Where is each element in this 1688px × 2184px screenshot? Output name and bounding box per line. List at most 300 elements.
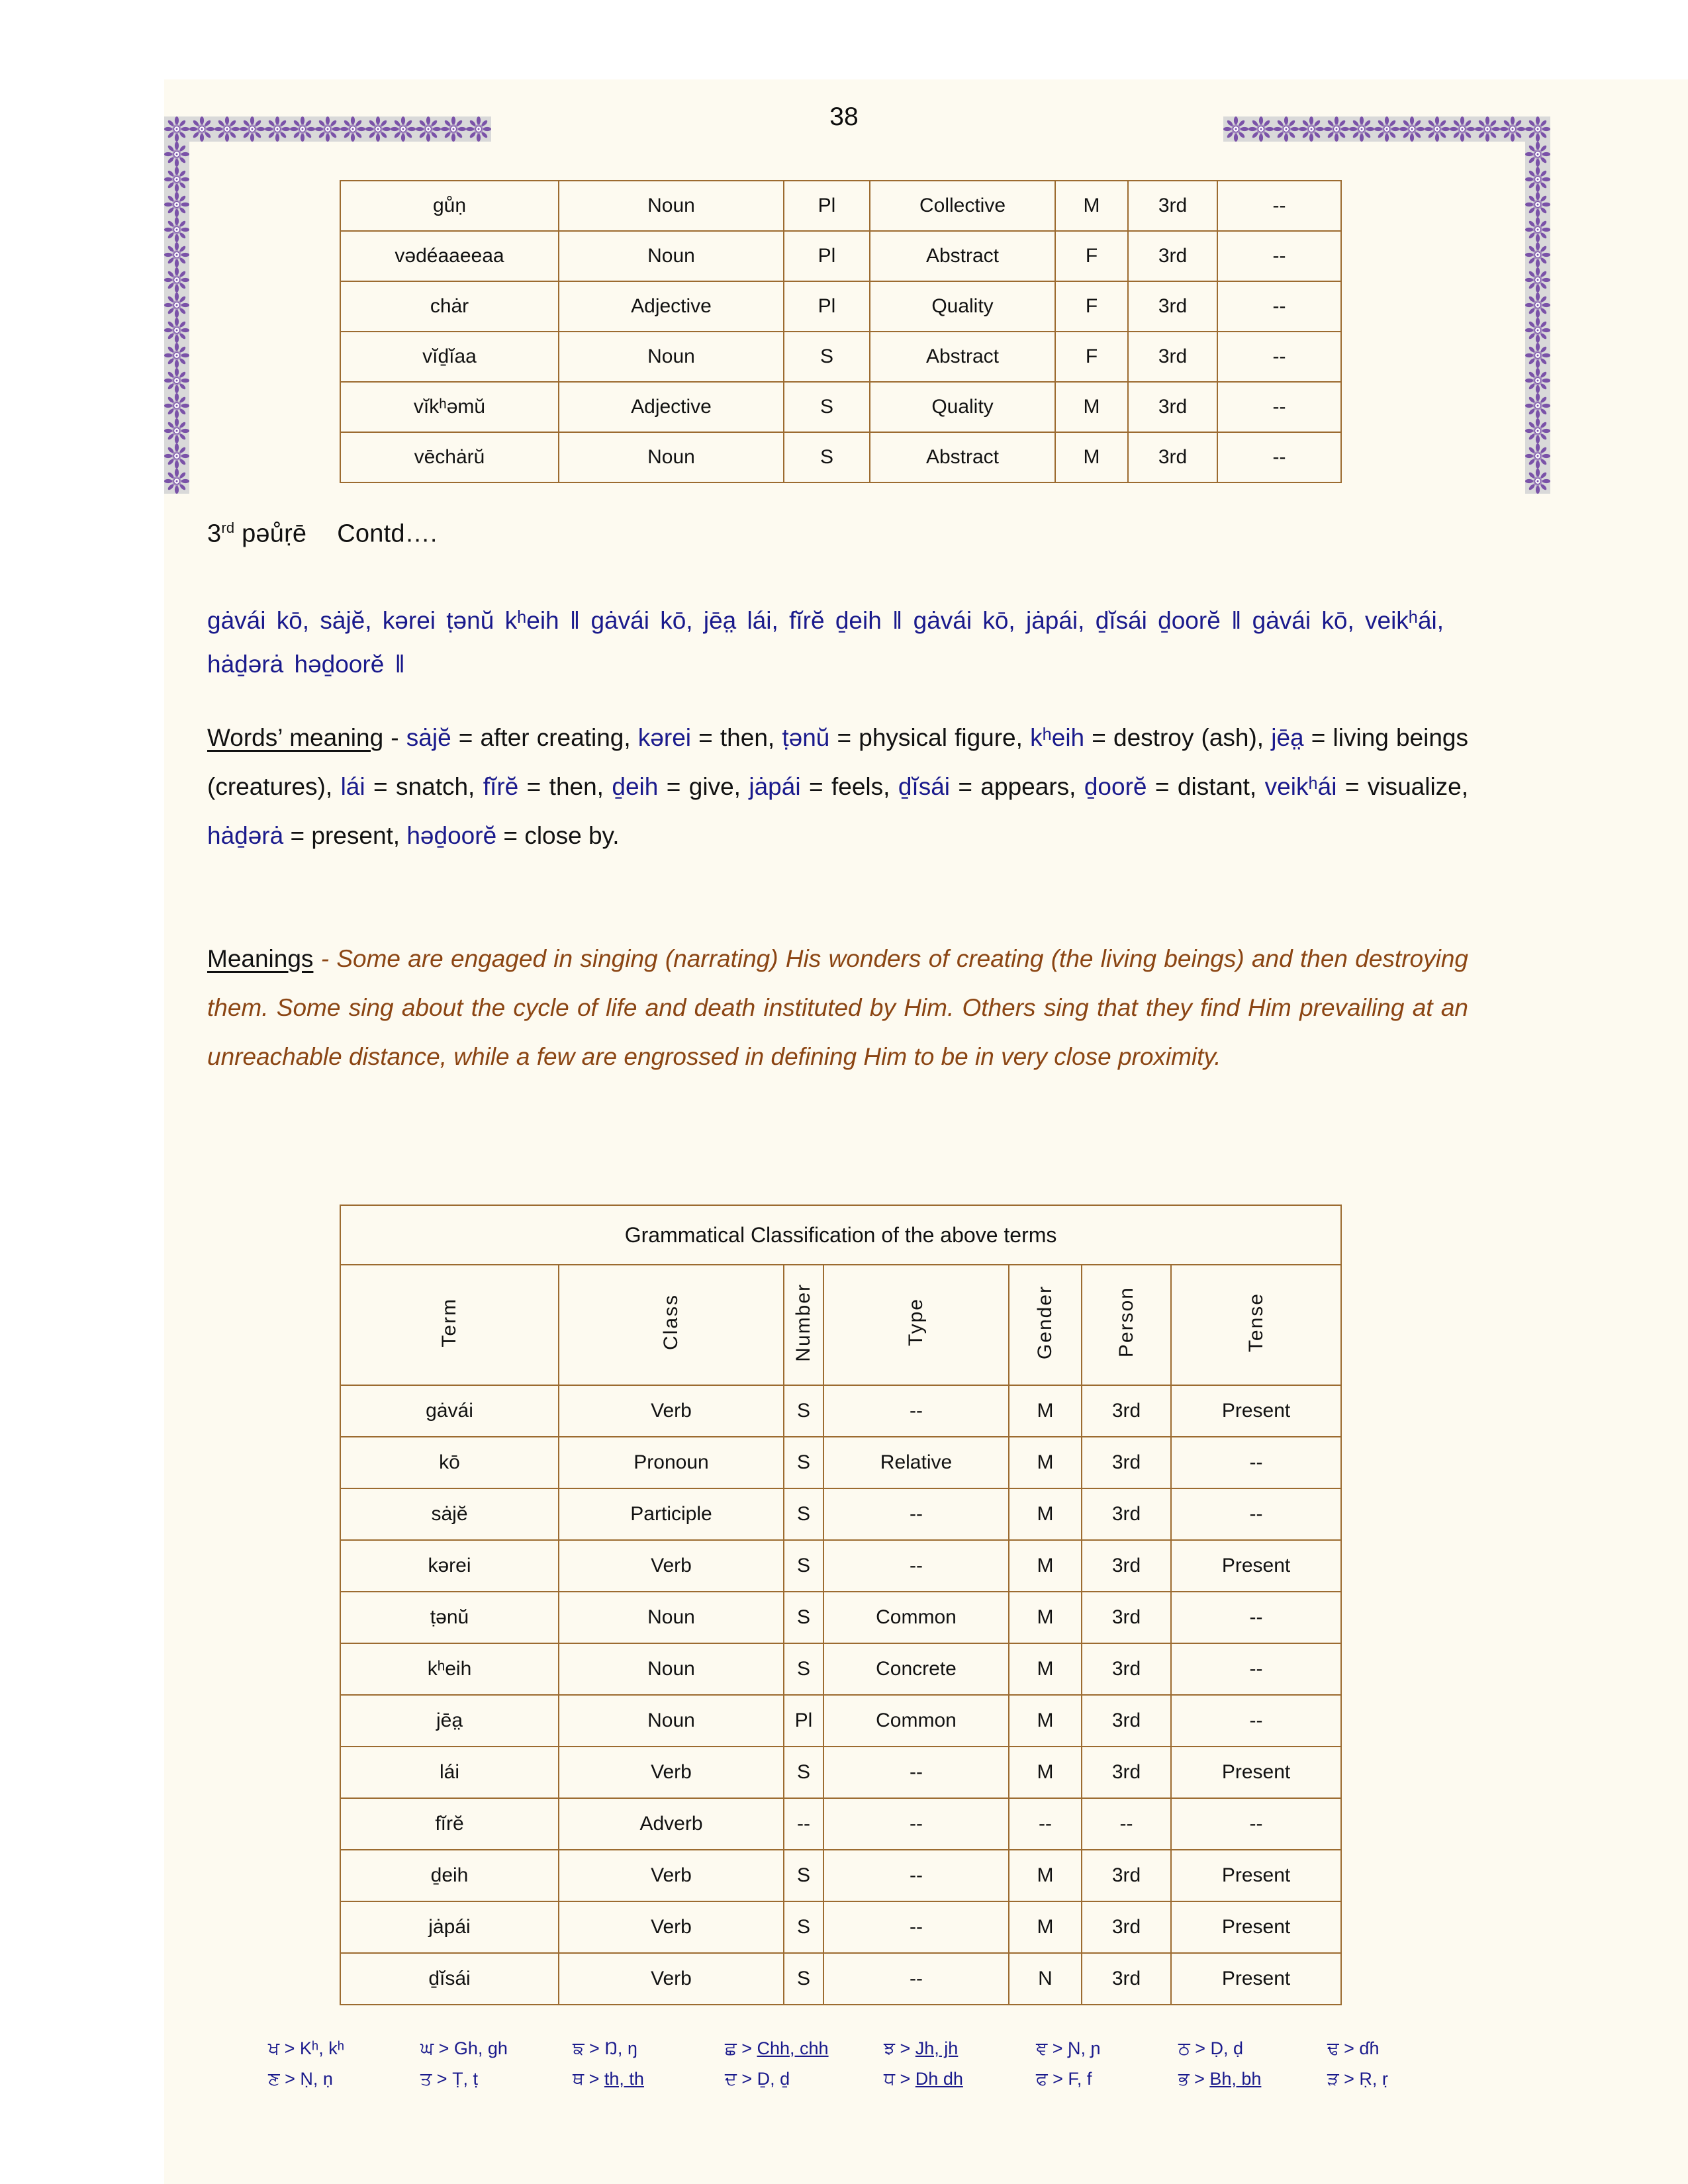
cell-tense: -- [1171,1488,1341,1540]
word-term: veikʰái [1264,773,1337,800]
table-row [340,1643,1341,1695]
column-header-term [340,1265,559,1385]
latin-mapping: F, f [1068,2069,1092,2089]
transliteration-key-entry [268,2038,420,2060]
flower-ornament-icon [1525,418,1550,443]
gurmukhi-letter: ਫ [1036,2069,1048,2089]
table-row [340,1798,1341,1850]
latin-mapping: Ŋ, ŋ [604,2038,637,2058]
cell-number: Pl [784,231,870,281]
cell-class: Adverb [559,1798,784,1850]
cell-gender: M [1055,181,1128,231]
transliteration-key [268,2038,1433,2099]
word-term: fĭrĕ [483,773,519,800]
column-header-label: Tense [1244,1292,1267,1353]
key-separator: > [1338,2069,1360,2089]
word-gloss: = then, [691,724,782,751]
key-separator: > [894,2038,915,2058]
cell-tense: Present [1171,1747,1341,1798]
grammatical-classification-table [340,1205,1342,2005]
gurmukhi-letter: ਧ [884,2069,896,2089]
cell-term: ḏĭsái [340,1953,559,2005]
cell-tense: -- [1171,1437,1341,1488]
cell-term: vĭkʰəmŭ [340,382,559,432]
transliteration-key-entry [1178,2038,1327,2060]
cell-tense: -- [1171,1643,1341,1695]
column-header-type [823,1265,1009,1385]
flower-ornament-icon [1525,368,1550,393]
transliteration-key-entry [725,2069,884,2090]
latin-mapping: ɗɦ [1359,2038,1380,2058]
column-header-label: Gender [1034,1285,1056,1360]
table-row [340,1385,1341,1437]
cell-class: Noun [559,332,784,382]
word-term: sȧjĕ [406,724,451,751]
column-header-label: Person [1115,1287,1137,1358]
latin-mapping: Ḏ, ḏ [757,2069,790,2089]
word-gloss: = appears, [950,773,1084,800]
column-header-tense [1171,1265,1341,1385]
gurmukhi-letter: ਤ [420,2069,432,2089]
cell-type: Common [823,1695,1009,1747]
table-row [340,1901,1341,1953]
cell-tense: -- [1171,1695,1341,1747]
terms-table-top [340,180,1342,483]
cell-tense: Present [1171,1953,1341,2005]
word-gloss: = give, [658,773,749,800]
flower-ornament-icon [164,293,189,318]
flower-ornament-icon [164,343,189,368]
cell-person: 3rd [1128,332,1217,382]
word-term: hȧḏərȧ [207,822,284,849]
decorative-border-left [164,142,189,494]
cell-type: Collective [870,181,1055,231]
cell-person: 3rd [1128,382,1217,432]
word-term: ḏeih [612,773,659,800]
heading-ordinal: 3 [207,520,222,548]
cell-tense: Present [1171,1540,1341,1592]
cell-class: Verb [559,1953,784,2005]
flower-ornament-icon [164,318,189,343]
cell-gender: F [1055,231,1128,281]
table-row [340,432,1341,482]
cell-number: Pl [784,1695,823,1747]
column-header-number [784,1265,823,1385]
cell-term: vĭḏĭaa [340,332,559,382]
word-term: jēa̤ [1271,724,1304,751]
cell-class: Noun [559,1695,784,1747]
transliteration-key-entry [1036,2069,1178,2090]
transliteration-key-entry [884,2038,1036,2060]
word-gloss: = feels, [800,773,898,800]
cell-term: jēa̤ [340,1695,559,1747]
transliteration-key-entry [268,2069,420,2090]
cell-gender: M [1055,382,1128,432]
cell-gender: M [1009,1540,1082,1592]
cell-class: Adjective [559,382,784,432]
cell-term: kərei [340,1540,559,1592]
column-header-label: Number [792,1283,814,1362]
cell-number: S [784,1488,823,1540]
word-gloss: = destroy (ash), [1084,724,1272,751]
cell-person: 3rd [1128,181,1217,231]
gurmukhi-letter: ਢ [1327,2038,1339,2058]
column-header-label: Type [905,1298,927,1347]
table-title-row [340,1205,1341,1265]
transliteration-key-entry [1327,2069,1433,2090]
flower-ornament-icon [1525,267,1550,293]
cell-type: Concrete [823,1643,1009,1695]
column-header-label: Term [438,1297,460,1347]
flower-ornament-icon [164,167,189,192]
cell-person: 3rd [1082,1488,1171,1540]
cell-tense: -- [1217,181,1341,231]
word-term: kʰeih [1030,724,1085,751]
key-separator: > [432,2069,453,2089]
table-title: Grammatical Classification of the above terms [340,1205,1341,1265]
verse-text: gȧvái kō, sȧjĕ, kərei ṭənŭ kʰeih ǁ gȧvái kō, jēa̤ lái, fĭrĕ ḏeih ǁ gȧvái kō, jȧpái, ḏĭsái ḏoorĕ ǁ gȧvái kō, veikʰái, hȧḏərȧ həḏoorĕ ǁ [207,607,1444,678]
latin-mapping: Ṇ, ṇ [300,2069,333,2089]
cell-tense: -- [1217,382,1341,432]
cell-class: Verb [559,1540,784,1592]
cell-person: 3rd [1082,1592,1171,1643]
cell-tense: -- [1217,281,1341,332]
column-header-class [559,1265,784,1385]
key-separator: > [1338,2038,1360,2058]
cell-number: Pl [784,181,870,231]
cell-gender: N [1009,1953,1082,2005]
cell-type: -- [823,1953,1009,2005]
gurmukhi-letter: ਘ [420,2038,434,2058]
word-term: ḏĭsái [898,773,950,800]
cell-person: 3rd [1082,1953,1171,2005]
word-gloss: = present, [283,822,407,849]
gurmukhi-letter: ਠ [1178,2038,1190,2058]
gurmukhi-letter: ਝ [884,2038,895,2058]
cell-person: -- [1082,1798,1171,1850]
key-separator: > [736,2038,757,2058]
table-row [340,1953,1341,2005]
key-separator: > [1047,2069,1068,2089]
cell-number: S [784,432,870,482]
table-row [340,281,1341,332]
cell-gender: M [1009,1695,1082,1747]
latin-mapping: Gh, gh [453,2038,508,2058]
cell-gender: -- [1009,1798,1082,1850]
section-heading [207,520,438,549]
cell-gender: M [1055,432,1128,482]
cell-number: S [784,1540,823,1592]
table-row [340,1488,1341,1540]
table-row [340,1540,1341,1592]
latin-mapping: Ṭ, ṭ [452,2069,479,2089]
gurmukhi-letter: ਙ [573,2038,585,2058]
cell-type: Common [823,1592,1009,1643]
gurmukhi-letter: ਥ [573,2069,585,2089]
cell-number: S [784,1747,823,1798]
cell-term: vēchȧrŭ [340,432,559,482]
cell-number: S [784,1643,823,1695]
flower-ornament-icon [1525,443,1550,469]
word-gloss: = visualize, [1336,773,1469,800]
flower-ornament-icon [1525,142,1550,167]
heading-ordinal-suffix: rd [221,520,235,536]
key-separator: > [584,2069,604,2089]
word-gloss: = living beings (creatures), [207,724,1468,800]
flower-ornament-icon [1525,242,1550,267]
transliteration-key-entry [884,2069,1036,2090]
cell-type: Abstract [870,432,1055,482]
latin-mapping: Dh dh [915,2069,963,2089]
cell-class: Participle [559,1488,784,1540]
flower-ornament-icon [1525,217,1550,242]
latin-mapping: Jh, jh [915,2038,959,2058]
cell-type: -- [823,1385,1009,1437]
flower-ornament-icon [164,192,189,217]
transliteration-key-entry [573,2069,725,2090]
page-number: 38 [829,103,859,131]
cell-term: kō [340,1437,559,1488]
flower-ornament-icon [1525,343,1550,368]
cell-type: -- [823,1901,1009,1953]
cell-number: S [784,332,870,382]
page-margin-mask-left [0,0,164,2184]
flower-ornament-icon [1525,167,1550,192]
column-header-gender [1009,1265,1082,1385]
cell-term: ḏeih [340,1850,559,1901]
meanings-label: Meanings [207,945,314,972]
cell-term: lái [340,1747,559,1798]
latin-mapping: Ṛ, ṛ [1359,2069,1388,2089]
flower-ornament-icon [164,267,189,293]
key-separator: > [1047,2038,1068,2058]
flower-ornament-icon [1525,393,1550,418]
transliteration-key-row-2 [268,2069,1433,2090]
flower-ornament-icon [1525,293,1550,318]
cell-type: -- [823,1798,1009,1850]
word-gloss: = after creating, [451,724,638,751]
gurmukhi-letter: ਣ [268,2069,280,2089]
gurmukhi-letter: ਛ [725,2038,737,2058]
cell-person: 3rd [1082,1747,1171,1798]
cell-gender: M [1009,1488,1082,1540]
cell-type: Quality [870,382,1055,432]
cell-gender: M [1009,1901,1082,1953]
cell-tense: -- [1171,1798,1341,1850]
cell-number: -- [784,1798,823,1850]
cell-gender: M [1009,1643,1082,1695]
cell-tense: -- [1217,231,1341,281]
cell-term: fĭrĕ [340,1798,559,1850]
cell-number: S [784,1437,823,1488]
key-separator: > [279,2069,301,2089]
cell-number: Pl [784,281,870,332]
table-row [340,1437,1341,1488]
cell-class: Verb [559,1901,784,1953]
cell-number: S [784,1385,823,1437]
key-separator: > [1189,2069,1210,2089]
flower-ornament-icon [1525,469,1550,494]
flower-ornament-icon [164,443,189,469]
latin-mapping: th, th [604,2069,644,2089]
word-term: lái [340,773,365,800]
cell-type: -- [823,1488,1009,1540]
transliteration-key-entry [1036,2038,1178,2060]
cell-person: 3rd [1082,1437,1171,1488]
gurmukhi-letter: ਦ [725,2069,737,2089]
cell-class: Verb [559,1747,784,1798]
key-separator: > [1190,2038,1211,2058]
key-separator: > [584,2038,605,2058]
cell-number: S [784,1592,823,1643]
cell-class: Noun [559,1643,784,1695]
heading-contd: Contd…. [337,520,438,548]
transliteration-key-entry [725,2038,884,2060]
cell-person: 3rd [1128,231,1217,281]
table-row [340,332,1341,382]
table-row [340,181,1341,231]
key-separator: > [434,2038,454,2058]
cell-term: kʰeih [340,1643,559,1695]
cell-type: Abstract [870,231,1055,281]
table-row [340,1850,1341,1901]
flower-ornament-icon [164,217,189,242]
table-row [340,231,1341,281]
word-term: jȧpái [749,773,801,800]
cell-term: ṭənŭ [340,1592,559,1643]
cell-class: Noun [559,432,784,482]
meanings-paragraph [207,934,1468,1081]
cell-number: S [784,382,870,432]
word-gloss: = then, [518,773,612,800]
meanings-text: Some are engaged in singing (narrating) His wonders of creating (the living beings) and then destroying them. Some sing about the cycle of life and death instituted by Him. Others sing that they find Him prevailing at an unreachable distance, while a few are engrossed in defining Him to be in very close proximity. [207,945,1468,1070]
cell-class: Verb [559,1385,784,1437]
cell-tense: Present [1171,1901,1341,1953]
flower-ornament-icon [164,368,189,393]
table-header-row [340,1265,1341,1385]
word-term: həḏoorĕ [406,822,497,849]
gurmukhi-letter: ਞ [1036,2038,1048,2058]
transliteration-key-row-1 [268,2038,1433,2060]
word-term: ṭənŭ [782,724,830,751]
flower-ornament-icon [1525,318,1550,343]
meanings-separator: - [313,945,337,972]
cell-type: Relative [823,1437,1009,1488]
cell-type: -- [823,1747,1009,1798]
cell-gender: M [1009,1850,1082,1901]
cell-gender: M [1009,1747,1082,1798]
cell-class: Pronoun [559,1437,784,1488]
cell-person: 3rd [1082,1850,1171,1901]
cell-gender: M [1009,1437,1082,1488]
table-row [340,382,1341,432]
table-row [340,1747,1341,1798]
cell-gender: F [1055,281,1128,332]
latin-mapping: Kʰ, kʰ [299,2038,345,2058]
flower-ornament-icon [164,418,189,443]
gurmukhi-letter: ੜ [1327,2069,1339,2089]
cell-term: vədéaaeeaa [340,231,559,281]
flower-ornament-icon [164,242,189,267]
cell-number: S [784,1953,823,2005]
gurmukhi-letter: ਭ [1178,2069,1190,2089]
word-gloss: = physical figure, [829,724,1031,751]
cell-class: Verb [559,1850,784,1901]
gurmukhi-letter: ਖ [268,2038,280,2058]
transliteration-key-entry [573,2038,725,2060]
transliteration-key-entry [1327,2038,1433,2060]
word-gloss: = distant, [1147,773,1265,800]
cell-gender: M [1009,1385,1082,1437]
table-row [340,1695,1341,1747]
cell-tense: -- [1217,332,1341,382]
words-meaning-paragraph [207,713,1468,860]
cell-class: Noun [559,1592,784,1643]
latin-mapping: Bh, bh [1209,2069,1262,2089]
flower-ornament-icon [164,469,189,494]
cell-type: Quality [870,281,1055,332]
cell-tense: Present [1171,1385,1341,1437]
key-separator: > [895,2069,915,2089]
cell-class: Noun [559,231,784,281]
cell-class: Noun [559,181,784,231]
cell-class: Adjective [559,281,784,332]
flower-ornament-icon [164,393,189,418]
cell-gender: M [1009,1592,1082,1643]
table-row [340,1592,1341,1643]
cell-term: gůṇ [340,181,559,231]
decorative-border-right [1525,142,1550,494]
key-separator: > [279,2038,300,2058]
cell-term: jȧpái [340,1901,559,1953]
cell-person: 3rd [1128,432,1217,482]
column-header-person [1082,1265,1171,1385]
cell-person: 3rd [1128,281,1217,332]
cell-person: 3rd [1082,1643,1171,1695]
cell-type: Abstract [870,332,1055,382]
flower-ornament-icon [1525,192,1550,217]
column-header-label: Class [660,1294,682,1351]
cell-tense: -- [1171,1592,1341,1643]
cell-type: -- [823,1850,1009,1901]
cell-tense: -- [1217,432,1341,482]
cell-number: S [784,1901,823,1953]
transliteration-key-entry [1178,2069,1327,2090]
words-meaning-separator: - [383,724,406,751]
cell-term: sȧjĕ [340,1488,559,1540]
cell-term: gȧvái [340,1385,559,1437]
page-margin-mask-top [0,0,1688,79]
word-term: kərei [637,724,691,751]
cell-gender: F [1055,332,1128,382]
words-meaning-label: Words’ meaning [207,724,384,751]
key-separator: > [736,2069,757,2089]
transliteration-key-entry [420,2038,573,2060]
cell-term: chȧr [340,281,559,332]
latin-mapping: Ɲ, ɲ [1068,2038,1101,2058]
word-gloss: = snatch, [365,773,483,800]
cell-person: 3rd [1082,1385,1171,1437]
latin-mapping: Ḍ, ḍ [1210,2038,1244,2058]
flower-ornament-icon [164,142,189,167]
cell-person: 3rd [1082,1540,1171,1592]
word-gloss: = close by. [496,822,620,849]
transliteration-key-entry [420,2069,573,2090]
latin-mapping: Chh, chh [757,2038,829,2058]
word-term: ḏoorĕ [1084,773,1147,800]
heading-title: pəůṛē [234,520,307,548]
cell-person: 3rd [1082,1695,1171,1747]
